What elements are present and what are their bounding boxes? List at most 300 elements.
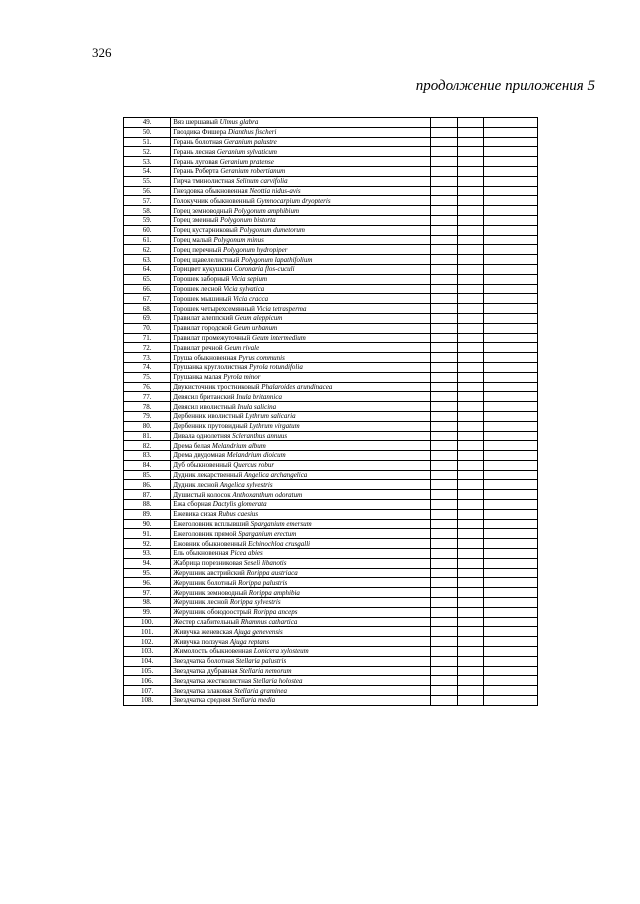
empty-cell <box>483 607 537 617</box>
species-latin-name: Geum rivale <box>224 343 260 352</box>
species-latin-name: Melandrium album <box>212 441 266 450</box>
species-russian-name: Горец малый <box>173 235 212 244</box>
row-number: 49. <box>124 118 171 128</box>
species-latin-name: Rorippa amphibia <box>248 588 300 597</box>
table-row <box>124 313 538 323</box>
empty-cell <box>483 304 537 314</box>
empty-cell <box>431 451 457 461</box>
row-number: 60. <box>124 225 171 235</box>
row-number: 96. <box>124 578 171 588</box>
empty-cell <box>457 431 483 441</box>
empty-cell <box>431 255 457 265</box>
empty-cell <box>483 490 537 500</box>
empty-cell <box>483 686 537 696</box>
row-number: 59. <box>124 215 171 225</box>
empty-cell <box>457 578 483 588</box>
empty-cell <box>431 402 457 412</box>
species-russian-name: Звездчатка дубравная <box>173 667 238 676</box>
species-latin-name: Ulmus glabra <box>219 118 259 127</box>
species-latin-name: Dianthus fischeri <box>228 128 277 137</box>
table-row <box>124 343 538 353</box>
table-row <box>124 362 538 372</box>
species-name <box>171 402 431 412</box>
row-number: 62. <box>124 245 171 255</box>
empty-cell <box>431 137 457 147</box>
empty-cell <box>457 411 483 421</box>
species-latin-name: Vicia sepium <box>231 275 268 284</box>
row-number: 91. <box>124 529 171 539</box>
table-row <box>124 137 538 147</box>
empty-cell <box>431 588 457 598</box>
table-row <box>124 245 538 255</box>
species-russian-name: Жерушник земноводный <box>173 588 248 597</box>
empty-cell <box>457 206 483 216</box>
table-row <box>124 617 538 627</box>
empty-cell <box>483 343 537 353</box>
empty-cell <box>457 568 483 578</box>
species-name <box>171 598 431 608</box>
empty-cell <box>431 666 457 676</box>
empty-cell <box>457 549 483 559</box>
species-name <box>171 225 431 235</box>
species-latin-name: Quercus robur <box>233 461 275 470</box>
species-name <box>171 558 431 568</box>
empty-cell <box>431 333 457 343</box>
row-number: 67. <box>124 294 171 304</box>
empty-cell <box>483 225 537 235</box>
table-row <box>124 274 538 284</box>
row-number: 69. <box>124 313 171 323</box>
empty-cell <box>431 421 457 431</box>
species-latin-name: Polygonum bistorta <box>220 216 276 225</box>
table-row <box>124 696 538 706</box>
row-number: 53. <box>124 157 171 167</box>
species-russian-name: Дрема белая <box>173 441 211 450</box>
empty-cell <box>457 519 483 529</box>
row-number: 90. <box>124 519 171 529</box>
species-latin-name: Lythrum virgatum <box>249 422 300 431</box>
species-name <box>171 255 431 265</box>
species-latin-name: Angelica sylvestris <box>219 480 273 489</box>
empty-cell <box>431 647 457 657</box>
species-name <box>171 647 431 657</box>
species-latin-name: Lonicera xylosteum <box>253 647 309 656</box>
table-row <box>124 470 538 480</box>
row-number: 82. <box>124 441 171 451</box>
species-name <box>171 696 431 706</box>
empty-cell <box>431 323 457 333</box>
species-russian-name: Герань Роберта <box>173 167 219 176</box>
empty-cell <box>483 637 537 647</box>
species-name <box>171 206 431 216</box>
empty-cell <box>457 490 483 500</box>
table-row <box>124 284 538 294</box>
empty-cell <box>431 186 457 196</box>
empty-cell <box>457 470 483 480</box>
species-latin-name: Geum urbanum <box>233 324 278 333</box>
row-number: 108. <box>124 696 171 706</box>
species-russian-name: Ежевика сизая <box>173 510 217 519</box>
species-name <box>171 157 431 167</box>
empty-cell <box>431 206 457 216</box>
empty-cell <box>431 441 457 451</box>
row-number: 57. <box>124 196 171 206</box>
empty-cell <box>483 460 537 470</box>
species-latin-name: Stellaria graminea <box>234 686 287 695</box>
species-name <box>171 127 431 137</box>
table-row <box>124 588 538 598</box>
row-number: 77. <box>124 392 171 402</box>
row-number: 89. <box>124 509 171 519</box>
species-latin-name: Gymnocarpium dryopteris <box>256 196 331 205</box>
empty-cell <box>431 549 457 559</box>
table-row <box>124 402 538 412</box>
empty-cell <box>431 284 457 294</box>
table-row <box>124 294 538 304</box>
empty-cell <box>457 372 483 382</box>
empty-cell <box>457 382 483 392</box>
table-row <box>124 578 538 588</box>
species-name <box>171 186 431 196</box>
species-name <box>171 323 431 333</box>
table-row <box>124 598 538 608</box>
empty-cell <box>457 255 483 265</box>
species-latin-name: Geranium palustre <box>223 137 277 146</box>
species-russian-name: Горец щавелелистный <box>173 255 240 264</box>
species-latin-name: Sparganium erectum <box>238 529 297 538</box>
table-row <box>124 304 538 314</box>
species-russian-name: Звездчатка злаковая <box>173 686 233 695</box>
row-number: 72. <box>124 343 171 353</box>
species-russian-name: Герань лесная <box>173 147 216 156</box>
empty-cell <box>457 215 483 225</box>
row-number: 101. <box>124 627 171 637</box>
empty-cell <box>431 274 457 284</box>
empty-cell <box>457 118 483 128</box>
empty-cell <box>431 313 457 323</box>
empty-cell <box>457 323 483 333</box>
row-number: 50. <box>124 127 171 137</box>
species-name <box>171 353 431 363</box>
table-row <box>124 519 538 529</box>
species-latin-name: Anthoxanthum odoratum <box>232 490 303 499</box>
empty-cell <box>457 274 483 284</box>
species-latin-name: Ajuga reptans <box>229 637 270 646</box>
row-number: 58. <box>124 206 171 216</box>
species-table <box>123 117 538 706</box>
species-russian-name: Герань луговая <box>173 157 218 166</box>
species-russian-name: Живучка ползучая <box>173 637 229 646</box>
page-subtitle: продолжение приложения 5 <box>415 78 595 94</box>
species-name <box>171 166 431 176</box>
species-russian-name: Звездчатка жестколистная <box>173 676 252 685</box>
row-number: 66. <box>124 284 171 294</box>
species-russian-name: Дуб обыкновенный <box>173 461 232 470</box>
species-russian-name: Жерушник австрийский <box>173 569 245 578</box>
species-russian-name: Звездчатка средняя <box>173 696 231 705</box>
empty-cell <box>483 333 537 343</box>
species-name <box>171 392 431 402</box>
row-number: 93. <box>124 549 171 559</box>
empty-cell <box>483 294 537 304</box>
row-number: 55. <box>124 176 171 186</box>
row-number: 98. <box>124 598 171 608</box>
empty-cell <box>483 598 537 608</box>
species-russian-name: Дудник лесной <box>173 480 219 489</box>
empty-cell <box>457 676 483 686</box>
table-row <box>124 264 538 274</box>
empty-cell <box>483 421 537 431</box>
table-row <box>124 666 538 676</box>
species-latin-name: Rubus caesius <box>218 510 259 519</box>
species-name <box>171 500 431 510</box>
empty-cell <box>483 215 537 225</box>
empty-cell <box>457 392 483 402</box>
species-name <box>171 568 431 578</box>
empty-cell <box>483 118 537 128</box>
species-russian-name: Дрема двудомная <box>173 451 225 460</box>
row-number: 74. <box>124 362 171 372</box>
species-latin-name: Rorippa anceps <box>253 608 298 617</box>
species-name <box>171 529 431 539</box>
empty-cell <box>431 598 457 608</box>
row-number: 100. <box>124 617 171 627</box>
table-row <box>124 627 538 637</box>
row-number: 86. <box>124 480 171 490</box>
table-row <box>124 382 538 392</box>
row-number: 68. <box>124 304 171 314</box>
empty-cell <box>431 304 457 314</box>
species-latin-name: Polygonum minus <box>213 235 264 244</box>
species-russian-name: Ежеголовник прямой <box>173 529 237 538</box>
species-name <box>171 137 431 147</box>
row-number: 63. <box>124 255 171 265</box>
species-latin-name: Polygonum hydropiper <box>223 245 288 254</box>
row-number: 73. <box>124 353 171 363</box>
empty-cell <box>483 274 537 284</box>
empty-cell <box>431 686 457 696</box>
empty-cell <box>457 166 483 176</box>
row-number: 65. <box>124 274 171 284</box>
empty-cell <box>457 137 483 147</box>
species-latin-name: Lythrum salicaria <box>245 412 296 421</box>
table-row <box>124 607 538 617</box>
empty-cell <box>431 529 457 539</box>
row-number: 95. <box>124 568 171 578</box>
empty-cell <box>483 284 537 294</box>
empty-cell <box>457 656 483 666</box>
row-number: 70. <box>124 323 171 333</box>
table-row <box>124 686 538 696</box>
empty-cell <box>457 353 483 363</box>
table-row <box>124 549 538 559</box>
species-latin-name: Ajuga genevensis <box>233 627 283 636</box>
species-latin-name: Melandrium dioicum <box>226 451 286 460</box>
species-russian-name: Жимолость обыкновенная <box>173 647 252 656</box>
empty-cell <box>483 696 537 706</box>
species-latin-name: Stellaria palustris <box>235 657 287 666</box>
species-russian-name: Горец кустарниковый <box>173 226 238 235</box>
empty-cell <box>457 304 483 314</box>
species-name <box>171 509 431 519</box>
table-row <box>124 235 538 245</box>
table-row <box>124 157 538 167</box>
table-row <box>124 147 538 157</box>
species-name <box>171 490 431 500</box>
species-latin-name: Scleranthus annuus <box>232 431 288 440</box>
species-russian-name: Жерушник лесной <box>173 598 229 607</box>
species-russian-name: Грушанка круглолистная <box>173 363 248 372</box>
row-number: 76. <box>124 382 171 392</box>
species-latin-name: Inula britannica <box>236 392 282 401</box>
species-russian-name: Девясил британский <box>173 392 235 401</box>
empty-cell <box>431 196 457 206</box>
empty-cell <box>483 313 537 323</box>
empty-cell <box>431 382 457 392</box>
empty-cell <box>483 529 537 539</box>
empty-cell <box>431 539 457 549</box>
species-russian-name: Вяз шершавый <box>173 118 218 127</box>
species-name <box>171 519 431 529</box>
species-russian-name: Горошек лесной <box>173 284 222 293</box>
species-name <box>171 147 431 157</box>
species-russian-name: Жерушник обоюдоострый <box>173 608 252 617</box>
empty-cell <box>457 460 483 470</box>
empty-cell <box>483 166 537 176</box>
empty-cell <box>483 157 537 167</box>
species-name <box>171 264 431 274</box>
empty-cell <box>431 353 457 363</box>
empty-cell <box>483 323 537 333</box>
empty-cell <box>457 157 483 167</box>
species-russian-name: Гравилат городской <box>173 324 232 333</box>
empty-cell <box>457 598 483 608</box>
table-row <box>124 460 538 470</box>
empty-cell <box>483 206 537 216</box>
species-name <box>171 686 431 696</box>
empty-cell <box>483 539 537 549</box>
empty-cell <box>457 176 483 186</box>
empty-cell <box>483 186 537 196</box>
species-name <box>171 118 431 128</box>
species-russian-name: Дербенник прутовидный <box>173 422 248 431</box>
empty-cell <box>431 235 457 245</box>
empty-cell <box>457 666 483 676</box>
empty-cell <box>431 656 457 666</box>
empty-cell <box>431 558 457 568</box>
empty-cell <box>431 118 457 128</box>
row-number: 106. <box>124 676 171 686</box>
species-latin-name: Stellaria media <box>232 696 276 705</box>
species-latin-name: Neottia nidus-avis <box>249 186 301 195</box>
species-russian-name: Живучка женевская <box>173 627 233 636</box>
species-russian-name: Звездчатка болотная <box>173 657 235 666</box>
empty-cell <box>483 558 537 568</box>
species-russian-name: Грушанка малая <box>173 373 222 382</box>
empty-cell <box>431 392 457 402</box>
empty-cell <box>457 196 483 206</box>
empty-cell <box>457 402 483 412</box>
species-russian-name: Горошек четырехсемянный <box>173 304 255 313</box>
empty-cell <box>483 137 537 147</box>
empty-cell <box>457 539 483 549</box>
species-latin-name: Vicia tetrasperma <box>256 304 307 313</box>
empty-cell <box>457 245 483 255</box>
table-row <box>124 451 538 461</box>
empty-cell <box>431 490 457 500</box>
empty-cell <box>483 509 537 519</box>
empty-cell <box>431 166 457 176</box>
row-number: 103. <box>124 647 171 657</box>
empty-cell <box>431 460 457 470</box>
species-russian-name: Горошек заборный <box>173 275 230 284</box>
species-russian-name: Гвоздика Фишера <box>173 128 227 137</box>
table-row <box>124 118 538 128</box>
species-name <box>171 588 431 598</box>
empty-cell <box>457 696 483 706</box>
empty-cell <box>431 509 457 519</box>
species-name <box>171 431 431 441</box>
row-number: 83. <box>124 451 171 461</box>
species-russian-name: Жерушник болотный <box>173 578 237 587</box>
row-number: 87. <box>124 490 171 500</box>
page-number: 326 <box>92 45 112 60</box>
table-row <box>124 529 538 539</box>
empty-cell <box>483 431 537 441</box>
species-name <box>171 460 431 470</box>
empty-cell <box>431 578 457 588</box>
row-number: 78. <box>124 402 171 412</box>
species-russian-name: Ель обыкновенная <box>173 549 229 558</box>
empty-cell <box>457 421 483 431</box>
empty-cell <box>483 402 537 412</box>
row-number: 94. <box>124 558 171 568</box>
empty-cell <box>483 255 537 265</box>
table-row <box>124 225 538 235</box>
empty-cell <box>483 470 537 480</box>
species-latin-name: Picea abies <box>230 549 263 558</box>
empty-cell <box>483 392 537 402</box>
table-row <box>124 255 538 265</box>
empty-cell <box>431 480 457 490</box>
species-russian-name: Двукисточник тростниковый <box>173 382 260 391</box>
species-latin-name: Geum aleppicum <box>234 314 283 323</box>
species-name <box>171 196 431 206</box>
species-russian-name: Горец змеиный <box>173 216 219 225</box>
empty-cell <box>431 617 457 627</box>
empty-cell <box>483 411 537 421</box>
row-number: 92. <box>124 539 171 549</box>
species-latin-name: Polygonum dumetorum <box>239 226 305 235</box>
species-latin-name: Selinum carvifolia <box>236 177 288 186</box>
empty-cell <box>483 568 537 578</box>
species-name <box>171 294 431 304</box>
empty-cell <box>457 186 483 196</box>
empty-cell <box>431 176 457 186</box>
empty-cell <box>483 382 537 392</box>
species-name <box>171 411 431 421</box>
empty-cell <box>431 362 457 372</box>
row-number: 54. <box>124 166 171 176</box>
empty-cell <box>483 353 537 363</box>
table-row <box>124 127 538 137</box>
row-number: 80. <box>124 421 171 431</box>
species-name <box>171 245 431 255</box>
species-latin-name: Inula salicina <box>237 402 277 411</box>
species-latin-name: Pyrola minor <box>223 373 261 382</box>
species-name <box>171 362 431 372</box>
empty-cell <box>483 362 537 372</box>
